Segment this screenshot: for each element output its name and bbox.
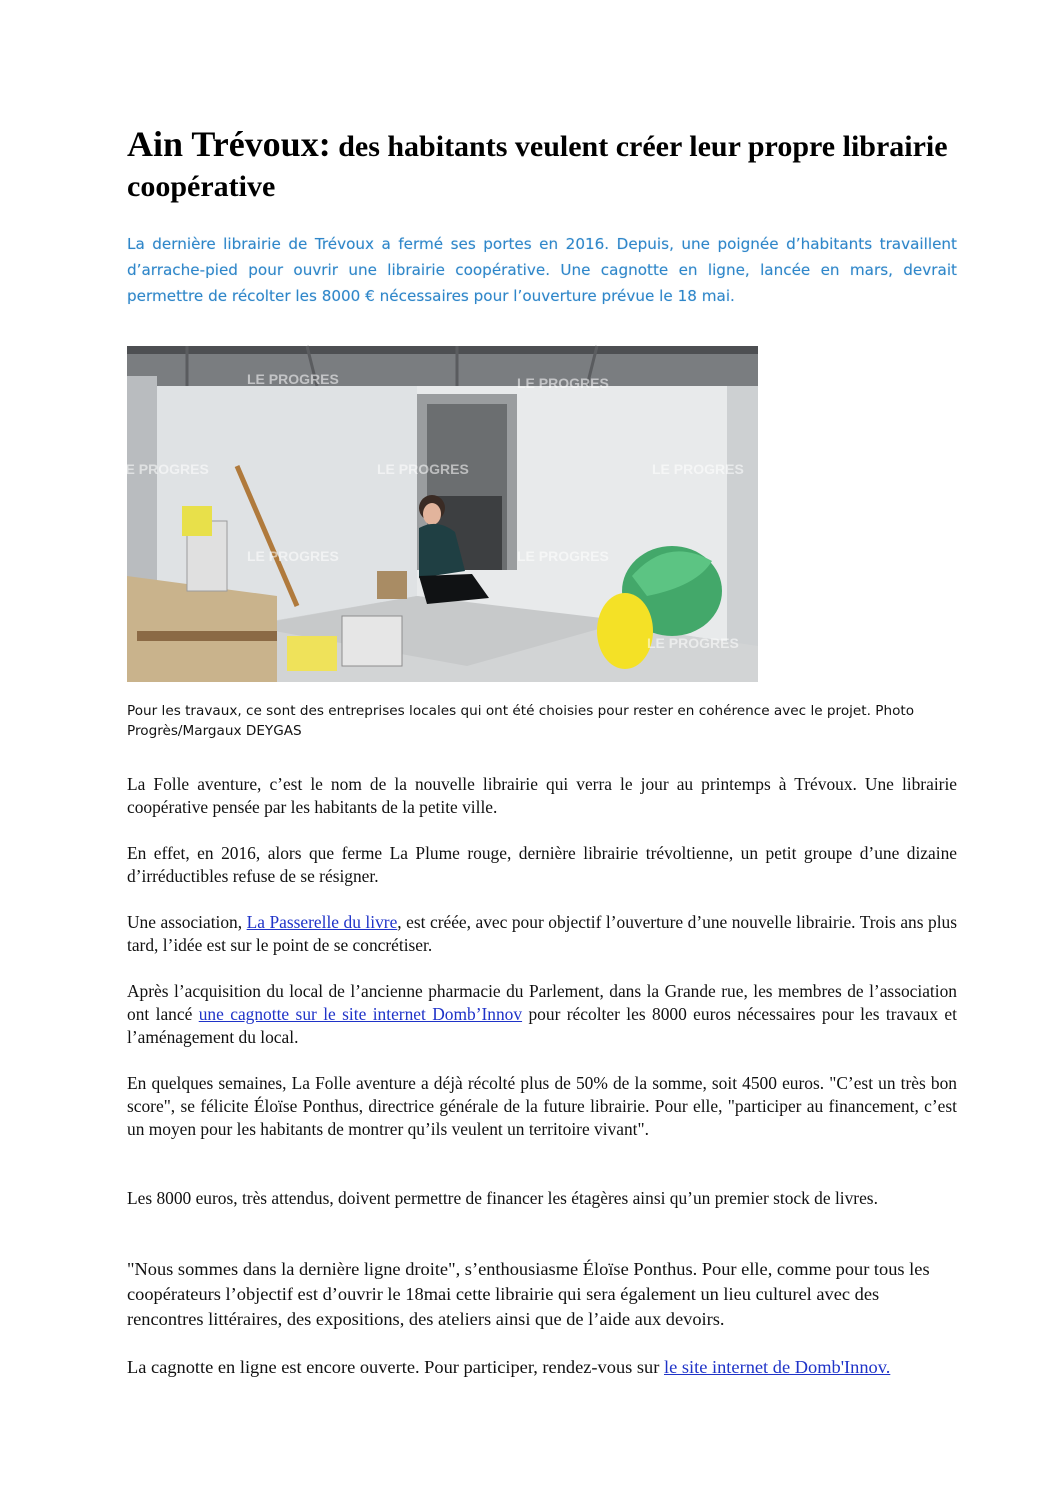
- paragraph-1: La Folle aventure, c’est le nom de la nouvelle librairie qui verra le jour au printemps à Trévoux. Une librairie coopérative pensée par les habitants de la petite ville.: [127, 774, 957, 817]
- paragraph-4-after: pour récolter les 8000 euros nécessaires pour les travaux et l’aménagement du local.: [127, 1004, 957, 1047]
- paragraph-8-before: La cagnotte en ligne est encore ouverte. Pour participer, rendez-vous sur: [127, 1357, 664, 1377]
- photo-watermark: LE PROGRES: [517, 375, 609, 391]
- photo-watermark: LE PROGRES: [647, 635, 739, 651]
- photo-watermark: LE PROGRES: [652, 461, 744, 477]
- photo-caption: Pour les travaux, ce sont des entreprises locales qui ont été choisies pour rester en cohérence avec le projet. Photo Progrès/Margaux DEYGAS: [127, 703, 915, 739]
- link-passerelle-du-livre[interactable]: La Passerelle du livre: [246, 912, 398, 932]
- paragraph-4-before: Après l’acquisition du local de l’ancienne pharmacie du Parlement, dans la Grande rue, les membres de l’association ont lancé: [127, 981, 957, 1024]
- photo-watermark: LE PROGRES: [377, 461, 469, 477]
- title-place: Ain Trévoux:: [127, 124, 331, 164]
- paragraph-7: "Nous sommes dans la dernière ligne droite", s’enthousiasme Éloïse Ponthus. Pour elle, comme pour tous les coopérateurs l’objectif est d’ouvrir le 18mai cette librairie qui sera également un lieu culturel avec des rencontres littéraires, des expositions, des ateliers ainsi que de l’aide aux devoirs.: [127, 1259, 930, 1329]
- photo-watermark: LE PROGRES: [117, 461, 209, 477]
- article-lead: La dernière librairie de Trévoux a fermé ses portes en 2016. Depuis, une poignée d’habitants travaillent d’arrache-pied pour ouvrir une librairie coopérative. Une cagnotte en ligne, lancée en mars, devrait permettre de récolter les 8000 € nécessaires pour l’ouverture prévue le 18 mai.: [127, 235, 957, 305]
- article-title: [127, 124, 957, 207]
- link-cagnotte-dombinnov[interactable]: une cagnotte sur le site internet Domb’Innov: [198, 1004, 523, 1024]
- paragraph-3: [127, 911, 957, 957]
- paragraph-6: Les 8000 euros, très attendus, doivent permettre de financer les étagères ainsi qu’un premier stock de livres.: [127, 1188, 878, 1208]
- paragraph-2: En effet, en 2016, alors que ferme La Plume rouge, dernière librairie trévoltienne, un petit groupe d’une dizaine d’irréductibles refuse de se résigner.: [127, 843, 957, 886]
- photo-watermark: LE PROGRES: [247, 371, 339, 387]
- photo-watermark: LE PROGRES: [247, 548, 339, 564]
- paragraph-3-before: Une association,: [127, 912, 247, 932]
- article-photo: [117, 346, 758, 682]
- paragraph-4: [127, 980, 957, 1049]
- photo-watermark: LE PROGRES: [517, 548, 609, 564]
- paragraph-3-after: , est créée, avec pour objectif l’ouverture d’une nouvelle librairie. Trois ans plus tard, l’idée est sur le point de se concrétiser.: [127, 912, 958, 955]
- link-site-dombinnov[interactable]: le site internet de Domb'Innov.: [663, 1357, 891, 1377]
- title-rest: des habitants veulent créer leur propre librairie coopérative: [127, 130, 948, 203]
- paragraph-5: En quelques semaines, La Folle aventure a déjà récolté plus de 50% de la somme, soit 4500 euros. "C’est un très bon score", se félicite Éloïse Ponthus, directrice générale de la future librairie. Pour elle, "participer au financement, c’est un moyen pour les habitants de montrer qu’ils veulent un territoire vivant".: [127, 1073, 957, 1139]
- paragraph-8: [127, 1355, 957, 1380]
